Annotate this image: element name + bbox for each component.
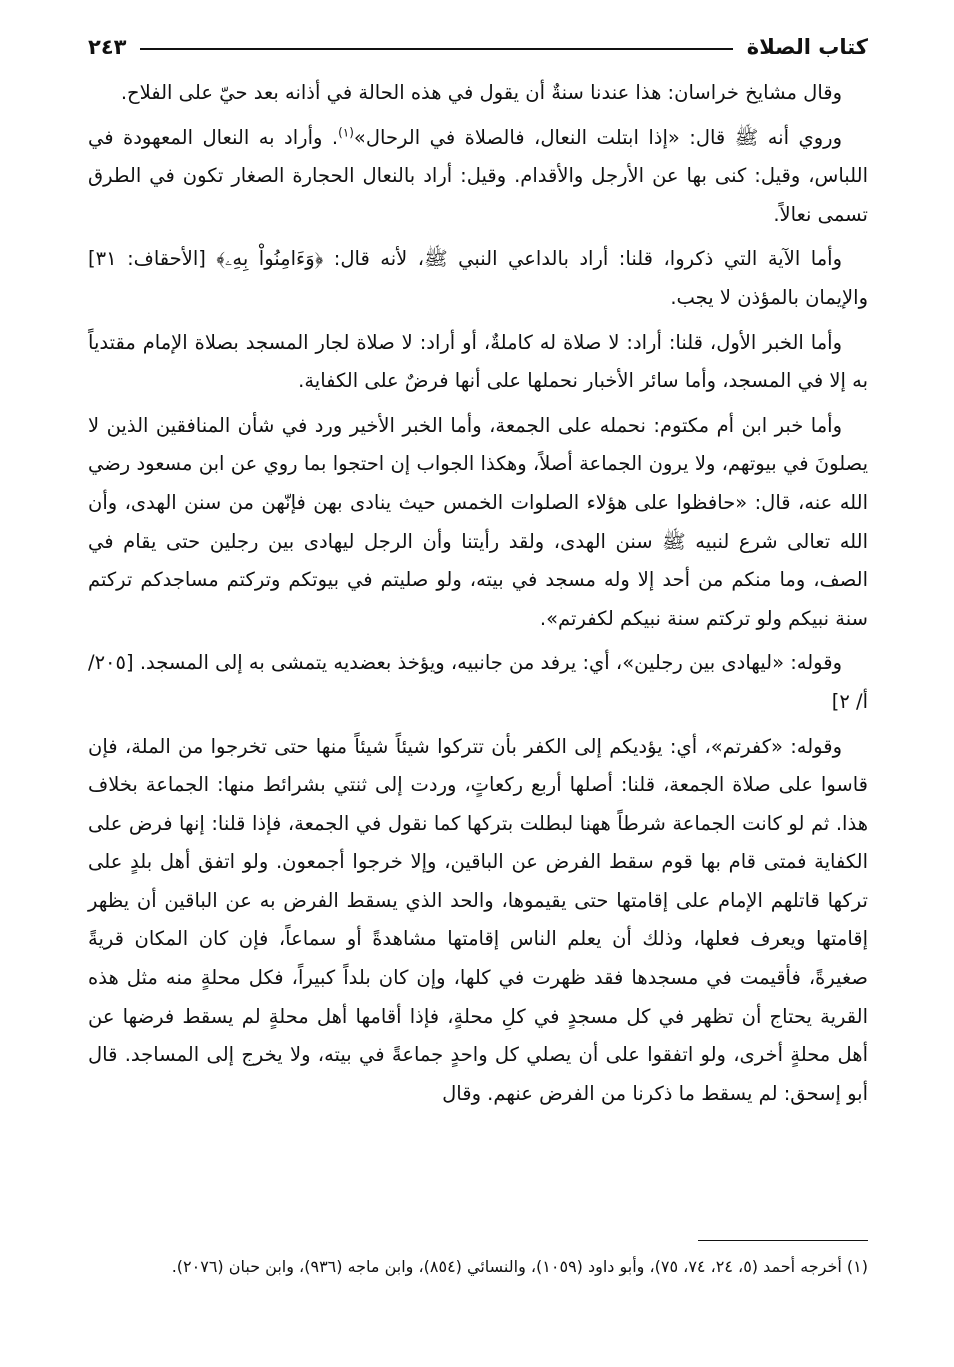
paragraph-3: وأما الآية التي ذكروا، قلنا: أراد بالداعي النبي ﷺ، لأنه قال: ﴿وَءَامِنُواْ بِهِۦ﴾ [الأحقاف: ٣١] والإيمان بالمؤذن لا يجب. — [88, 247, 868, 309]
paragraph-5: وأما خبر ابن أم مكتوم: نحمله على الجمعة، وأما الخبر الأخير ورد في شأن المنافقين الذين لا يصلونَ في بيوتهم، ولا يرون الجماعة أصلاً، وهكذا الجواب إن احتجوا بما روي عن ابن مسعود رضي الله عنه، قال: «حافظوا على هؤلاء الصلوات الخمس حيث ينادى بهن فإنّهن من سنن الهدى، وأن الله تعالى شرع لنبيه ﷺ سنن الهدى، ولقد رأيتنا وأن الرجل ليهادى بين رجلين حتى يقام في الصف، وما منكم من أحد إلا وله مسجد في بيته، ولو صليتم في بيوتكم وتركتم مساجدكم تركتم سنة نبيكم ولو تركتم سنة نبيكم لكفرتم». — [88, 413, 868, 630]
paragraph-2 — [88, 119, 868, 235]
footnote-separator — [698, 1240, 868, 1241]
chapter-title: كتاب الصلاة — [746, 35, 868, 59]
paragraph-7: وقوله: «كفرتم»، أي: يؤديكم إلى الكفر بأن تتركوا شيئاً شيئاً منها حتى تخرجوا من الملة، فإن قاسوا على صلاة الجمعة، قلنا: أصلها أربع ركعاتٍ، وردت إلى ثنتي بشرائط منها: الجماعة بخلاف هذا. ثم لو كانت الجماعة شرطاً ههنا لبطلت بتركها كما نقول في الجمعة، فإذا قلنا: إنها فرض على الكفاية فمتى قام بها قوم سقط الفرض عن الباقين، وإلا خرجوا أجمعون. ولو اتفق أهل بلدٍ على تركها قاتلهم الإمام على إقامتها حتى يقيموها، والحد الذي يسقط الفرض به عن الباقين أن يظهر إقامتها ويعرف فعلها، وذلك أن يعلم الناس إقامتها مشاهدةً أو سماعاً، فإن كان المكان قريةً صغيرةً، فأقيمت في مسجدها فقد ظهرت في كلها، وإن كان بلداً كبيراً، فكل محلةٍ منه مثل هذه القرية يحتاج أن تظهر في كل مسجدٍ في كلِ محلةٍ، فإذا أقامها أهل محلةٍ لم يسقط فرضها عن أهل محلةٍ أخرى، ولو اتفقوا على أن يصلي كل واحدٍ جماعةً في بيته، ولا يخرج إلى المساجد. قال أبو إسحق: لم يسقط ما ذكرنا من الفرض عنهم. وقال — [88, 734, 868, 1105]
page-number: ٢٤٣ — [88, 35, 127, 59]
paragraph-2-part-2: . وأراد به النعال المعهودة في اللباس، وقيل: كنى بها عن الأرجل والأقدام. وقيل: أراد بالنعال الحجارة الصغار تكون في الطرق تسمى نعالاً. — [88, 125, 868, 226]
book-page — [88, 24, 868, 1344]
paragraph-1: وقال مشايخ خراسان: هذا عندنا سنةٌ أن يقول في هذه الحالة في أذانه بعد حيّ على الفلاح. — [120, 81, 842, 104]
footnote-1: (١) أخرجه أحمد (٥، ٢٤، ٧٤، ٧٥)، وأبو داود (١٠٥٩)، والنسائي (٨٥٤)، وابن ماجه (٩٣٦)، وابن حبان (٢٠٧٦). — [171, 1257, 868, 1276]
footnote-reference: (١) — [338, 125, 354, 140]
paragraph-4: وأما الخبر الأول، قلنا: أراد: لا صلاة له كاملةٌ، أو أراد: لا صلاة لجار المسجد بصلاة الإمام مقتدياً به إلا في المسجد، وأما سائر الأخبار نحملها على أنها فرضٌ على الكفاية. — [88, 330, 868, 393]
paragraph-6: وقوله: «ليهادى بين رجلين»، أي: يرفد من جانبيه، ويؤخذ بعضديه يتمشى به إلى المسجد. [٢٠٥/أ/ ٢] — [88, 651, 868, 713]
header-rule — [140, 48, 732, 50]
main-text — [88, 74, 868, 1119]
footnotes — [88, 1250, 868, 1284]
paragraph-2-part-1: وروي أنه ﷺ قال: «إذا ابتلت النعال، فالصلاة في الرحال» — [353, 125, 843, 149]
running-header — [88, 30, 868, 64]
